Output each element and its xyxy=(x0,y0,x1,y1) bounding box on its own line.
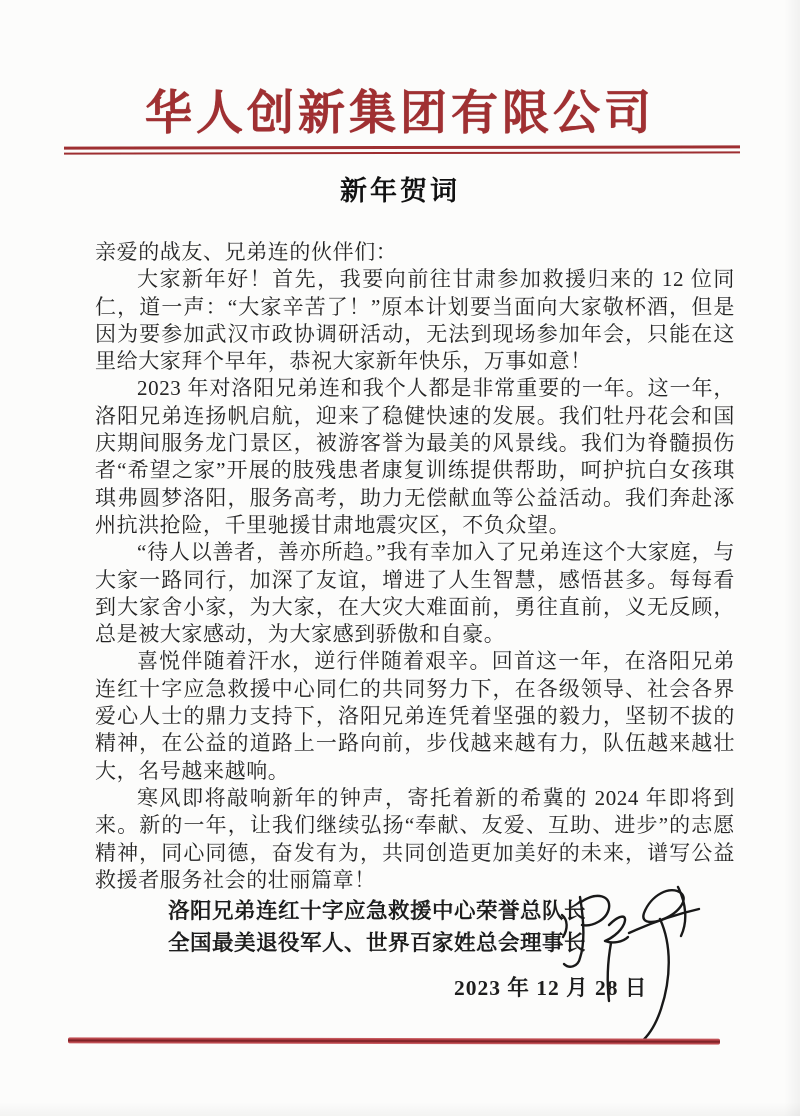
scan-edge-shade-bottom xyxy=(0,1102,800,1116)
paragraph-year-review: 2023 年对洛阳兄弟连和我个人都是非常重要的一年。这一年，洛阳兄弟连扬帆启航，迎来了稳健快速的发展。我们牡丹花会和国庆期间服务龙门景区，被游客誉为最美的风景线。我们为脊髓损伤者“希望之家”开展的肢残患者康复训练提供帮助，呵护抗白女孩琪琪弗圆梦洛阳，服务高考，助力无偿献血等公益活动。我们奔赴涿州抗洪抢险，千里驰援甘肃地震灾区，不负众望。 xyxy=(95,376,735,537)
signature-title-line-2: 全国最美退役军人、世界百家姓总会理事长 xyxy=(168,930,587,955)
company-name-header: 华人创新集团有限公司 xyxy=(145,88,655,140)
paragraph-team-growth: 喜悦伴随着汗水，逆行伴随着艰辛。回首这一年，在洛阳兄弟连红十字应急救援中心同仁的共同努力下，在各级领导、社会各界爱心人士的鼎力支持下，洛阳兄弟连凭着坚强的毅力，坚韧不拔的精神，在公益的道路上一路向前，步伐越来越有力，队伍越来越壮大，名号越来越响。 xyxy=(95,649,735,783)
scan-edge-shade-right xyxy=(784,0,800,1116)
paragraph-gratitude: “待人以善者，善亦所趋。”我有幸加入了兄弟连这个大家庭，与大家一路同行，加深了友谊，增进了人生智慧，感悟甚多。每每看到大家舍小家，为大家，在大灾大难面前，勇往直前，义无反顾，总是被大家感动，为大家感到骄傲和自豪。 xyxy=(95,540,735,647)
signature-title-block xyxy=(168,896,586,959)
document-title: 新年贺词 xyxy=(340,176,460,206)
paragraph-new-year-wish: 寒风即将敲响新年的钟声，寄托着新的希冀的 2024 年即将到来。新的一年，让我们继续弘扬“奉献、友爱、互助、进步”的志愿精神，同心同德，奋发有为，共同创造更加美好的未来，谱写公益救援者服务社会的壮丽篇章！ xyxy=(95,785,735,892)
date-line: 2023 年 12 月 28 日 xyxy=(454,976,648,1000)
footer-red-rule xyxy=(68,1037,720,1044)
salutation-line: 亲爱的战友、兄弟连的伙伴们： xyxy=(95,240,398,264)
paragraph-greeting: 大家新年好！首先，我要向前往甘肃参加救援归来的 12 位同仁，道一声：“大家辛苦了！”原本计划要当面向大家敬杯酒，但是因为要参加武汉市政协调研活动，无法到现场参加年会，只能在这里给大家拜个早年，恭祝大家新年快乐，万事如意！ xyxy=(95,267,735,374)
header-double-rule xyxy=(64,145,740,154)
signature-title-line-1: 洛阳兄弟连红十字应急救援中心荣誉总队长 xyxy=(168,899,587,923)
letter-body xyxy=(95,239,735,894)
